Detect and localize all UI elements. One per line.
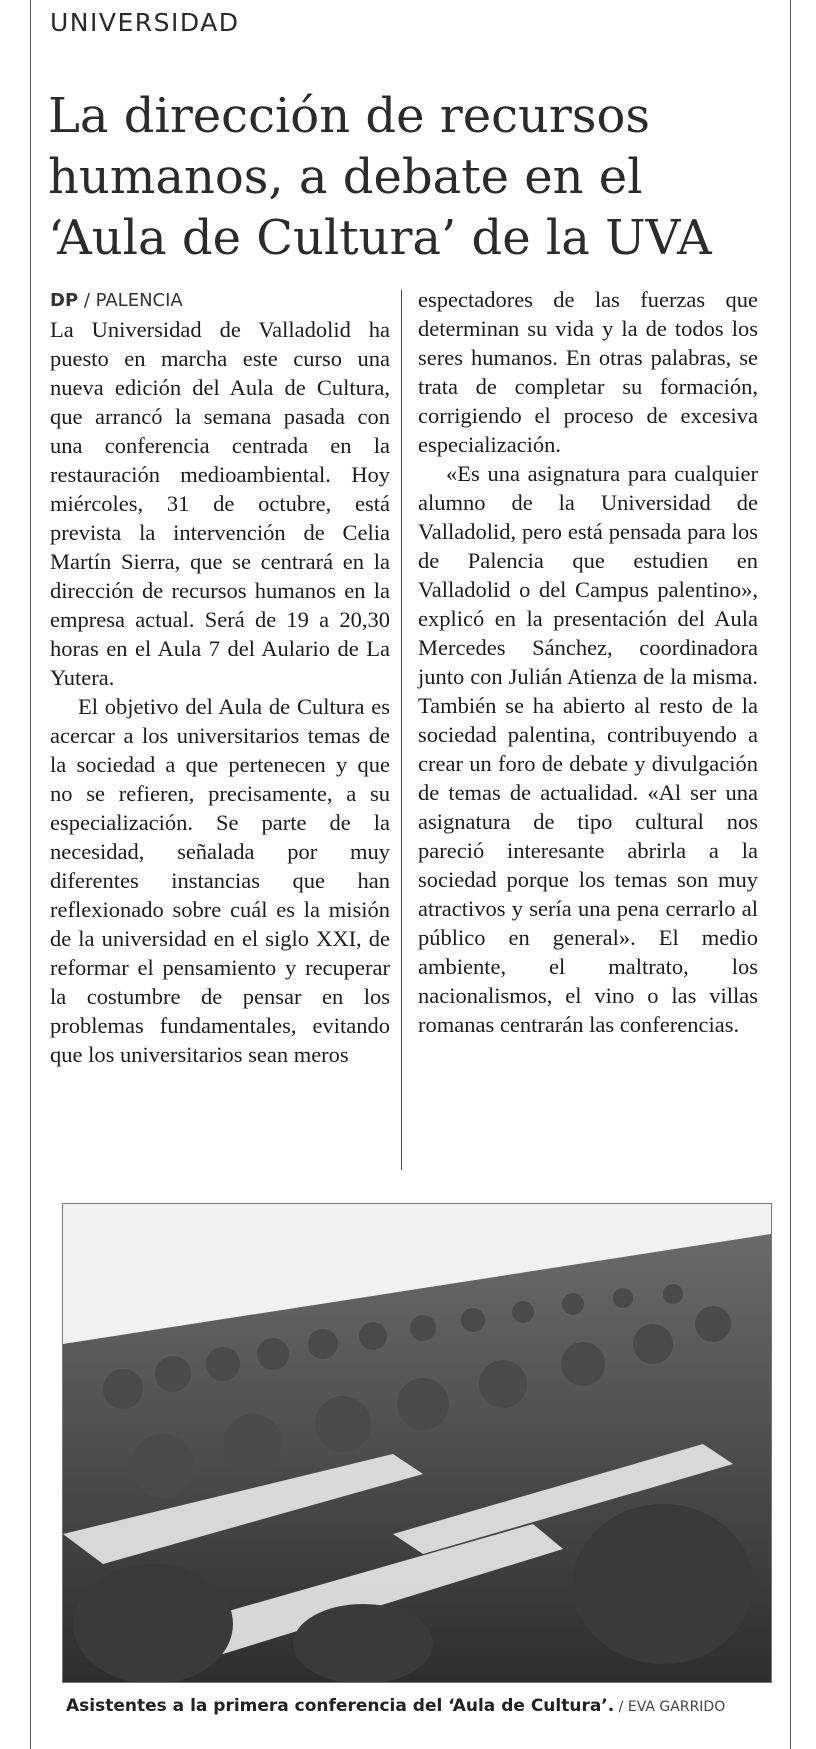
byline [50,289,390,313]
section-label: UNIVERSIDAD [50,8,240,37]
photo-caption [66,1696,786,1716]
paragraph-3: «Es una asignatura para cualquier alumno de la Universidad de Valladolid, pero está pensada para los de Palencia que estudien en Valladolid o del Campus palentino», explicó en la presentación del Aula Mercedes Sánchez, coordinadora junto con Julián Atienza de la misma. También se ha abierto al resto de la sociedad palentina, contribuyendo a crear un foro de debate y divulgación de temas de actualidad. «Al ser una asignatura de tipo cultural nos pareció interesante abrirla a la sociedad porque los temas son muy atractivos y sería una pena cerrarlo al público en general». El medio ambiente, el maltrato, los nacionalismos, el vino o las villas romanas centrarán las conferencias. [418,461,758,1037]
paragraph-2-continued: espectadores de las fuerzas que determinan su vida y la de todos los seres humanos. En otras palabras, se trata de completar su formación, corrigiendo el proceso de excesiva especialización. [418,287,758,457]
page-left-rule [30,0,31,1749]
byline-agency: DP [50,290,79,311]
byline-place: PALENCIA [95,290,183,311]
column-divider [401,290,402,1170]
article-headline: La dirección de recursos humanos, a debate en el ‘Aula de Cultura’ de la UVA [48,88,712,267]
article-column-2 [418,285,758,1039]
article-column-1 [50,289,390,1069]
caption-separator: / [614,1699,628,1715]
photo-illustration [63,1204,771,1682]
byline-separator: / [78,290,96,311]
paragraph-2: El objetivo del Aula de Cultura es acercar a los universitarios temas de la sociedad a que pertenecen y que no se refieren, precisamente, a su especialización. Se parte de la necesidad, señalada por muy diferentes instancias que han reflexionado sobre cuál es la misión de la universidad en el siglo XXI, de reformar el pensamiento y recuperar la costumbre de pensar en los problemas fundamentales, evitando que los universitarios sean meros [50,694,390,1067]
lecture-hall-photo [62,1203,772,1683]
page-right-rule [790,0,791,1749]
photo-credit: EVA GARRIDO [627,1699,726,1715]
caption-text: Asistentes a la primera conferencia del ‘Aula de Cultura’. [66,1696,615,1716]
paragraph-1: La Universidad de Valladolid ha puesto en marcha este curso una nueva edición del Aula de Cultura, que arrancó la semana pasada con una conferencia centrada en la restauración medioambiental. Hoy miércoles, 31 de octubre, está prevista la intervención de Celia Martín Sierra, que se centrará en la dirección de recursos humanos en la empresa actual. Será de 19 a 20,30 horas en el Aula 7 del Aulario de La Yutera. [50,317,390,690]
